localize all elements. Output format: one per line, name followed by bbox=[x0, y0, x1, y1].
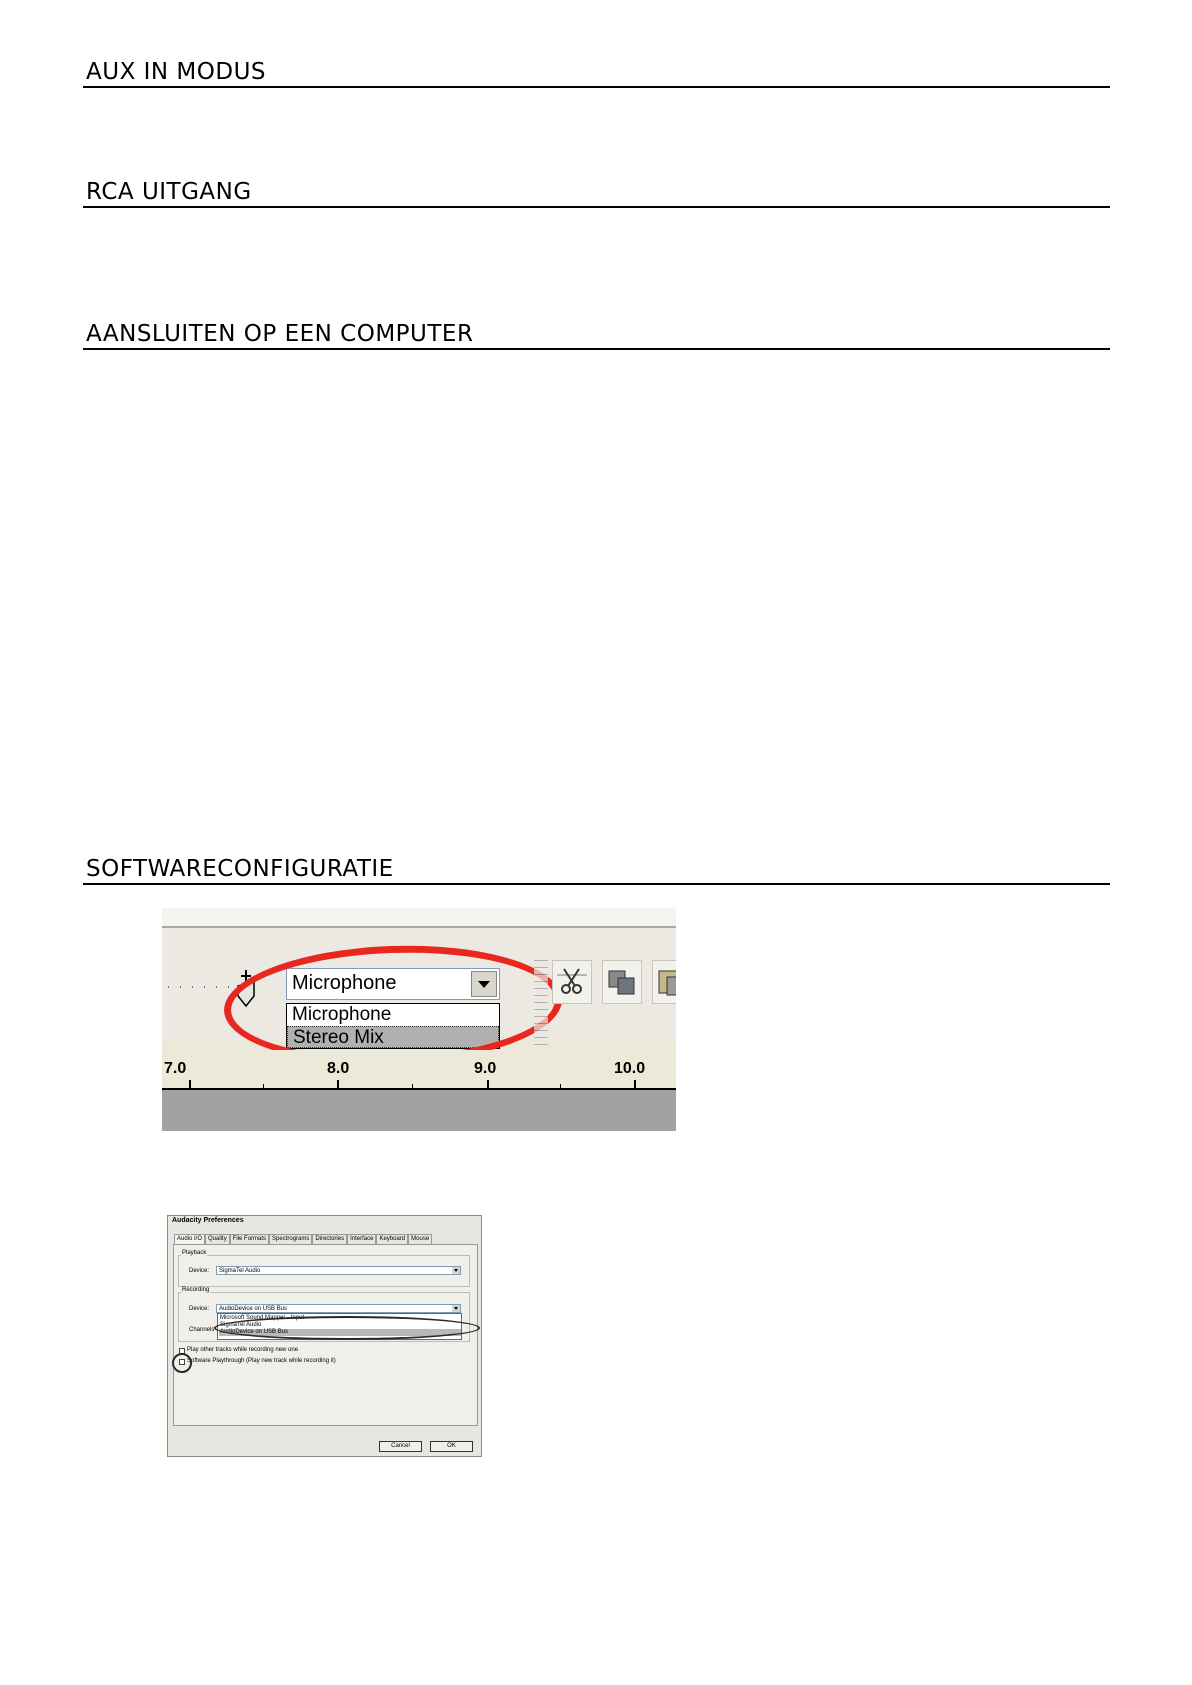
tab-audio-io[interactable]: Audio I/O bbox=[174, 1234, 205, 1244]
chevron-down-icon[interactable] bbox=[452, 1267, 460, 1274]
volume-slider-track[interactable] bbox=[168, 986, 238, 988]
dialog-title: Audacity Preferences bbox=[168, 1216, 481, 1225]
playback-group-label: Playback bbox=[182, 1250, 207, 1256]
paste-button[interactable] bbox=[652, 960, 676, 1004]
ruler-label: 9.0 bbox=[474, 1060, 497, 1077]
play-other-tracks-label: Play other tracks while recording new one bbox=[187, 1347, 299, 1353]
window-strip bbox=[162, 908, 676, 928]
ruler-tick bbox=[337, 1080, 339, 1088]
toolbar-grip[interactable] bbox=[534, 960, 548, 1056]
ruler-label: 10.0 bbox=[614, 1060, 646, 1077]
audio-track-area[interactable] bbox=[162, 1090, 676, 1131]
preferences-tabs bbox=[174, 1234, 432, 1244]
tab-mouse[interactable]: Mouse bbox=[408, 1234, 432, 1244]
tab-file-formats[interactable]: File Formats bbox=[230, 1234, 269, 1244]
ruler-tick bbox=[189, 1080, 191, 1088]
tab-spectrograms[interactable]: Spectrograms bbox=[269, 1234, 312, 1244]
list-item[interactable]: SigmaTel Audio bbox=[220, 1322, 262, 1328]
list-item[interactable]: AudioDevice on USB Bus bbox=[219, 1329, 461, 1336]
list-item[interactable]: Microsoft Sound Mapper - Input bbox=[220, 1315, 305, 1321]
section-heading-rca-output: RCA UITGANG bbox=[83, 178, 1110, 208]
software-playthrough-label: Software Playthrough (Play new track while recording it) bbox=[187, 1358, 336, 1364]
playback-device-select[interactable] bbox=[216, 1266, 461, 1275]
section-heading-aux-in: AUX IN MODUS bbox=[83, 58, 1110, 88]
recording-device-label: Device: bbox=[189, 1306, 210, 1312]
option-microphone[interactable]: Microphone bbox=[292, 1004, 392, 1025]
recording-device-value: AudioDevice on USB Bus bbox=[219, 1306, 288, 1312]
tab-quality[interactable]: Quality bbox=[205, 1234, 230, 1244]
paste-icon bbox=[653, 961, 676, 1003]
highlight-circle bbox=[214, 1316, 480, 1340]
channels-label: Channels bbox=[189, 1327, 215, 1333]
copy-button[interactable] bbox=[602, 960, 642, 1004]
chevron-down-icon[interactable] bbox=[452, 1305, 460, 1312]
section-heading-software-config: SOFTWARECONFIGURATIE bbox=[83, 855, 1110, 885]
tab-keyboard[interactable]: Keyboard bbox=[376, 1234, 408, 1244]
recording-device-select[interactable] bbox=[216, 1304, 461, 1313]
cancel-button[interactable]: Cancel bbox=[379, 1441, 422, 1452]
ruler-label: 7.0 bbox=[164, 1060, 187, 1077]
toolbar-screenshot bbox=[162, 908, 676, 1131]
scissors-icon bbox=[553, 961, 591, 1003]
highlight-circle bbox=[172, 1353, 192, 1373]
section-heading-connect-computer: AANSLUITEN OP EEN COMPUTER bbox=[83, 320, 1110, 350]
timeline-ruler[interactable] bbox=[162, 1050, 676, 1088]
ruler-label: 8.0 bbox=[327, 1060, 350, 1077]
tab-directories[interactable]: Directories bbox=[312, 1234, 347, 1244]
copy-icon bbox=[603, 961, 641, 1003]
input-source-value: Microphone bbox=[292, 972, 397, 994]
ok-button[interactable]: OK bbox=[430, 1441, 473, 1452]
ruler-tick bbox=[634, 1080, 636, 1088]
ruler-tick bbox=[487, 1080, 489, 1088]
preferences-dialog-screenshot bbox=[167, 1215, 482, 1457]
playback-device-value: SigmaTel Audio bbox=[219, 1268, 261, 1274]
cut-button[interactable] bbox=[552, 960, 592, 1004]
tab-interface[interactable]: Interface bbox=[347, 1234, 376, 1244]
option-stereo-mix[interactable]: Stereo Mix bbox=[287, 1026, 499, 1048]
playback-device-label: Device: bbox=[189, 1268, 210, 1274]
recording-group-label: Recording bbox=[182, 1287, 210, 1293]
